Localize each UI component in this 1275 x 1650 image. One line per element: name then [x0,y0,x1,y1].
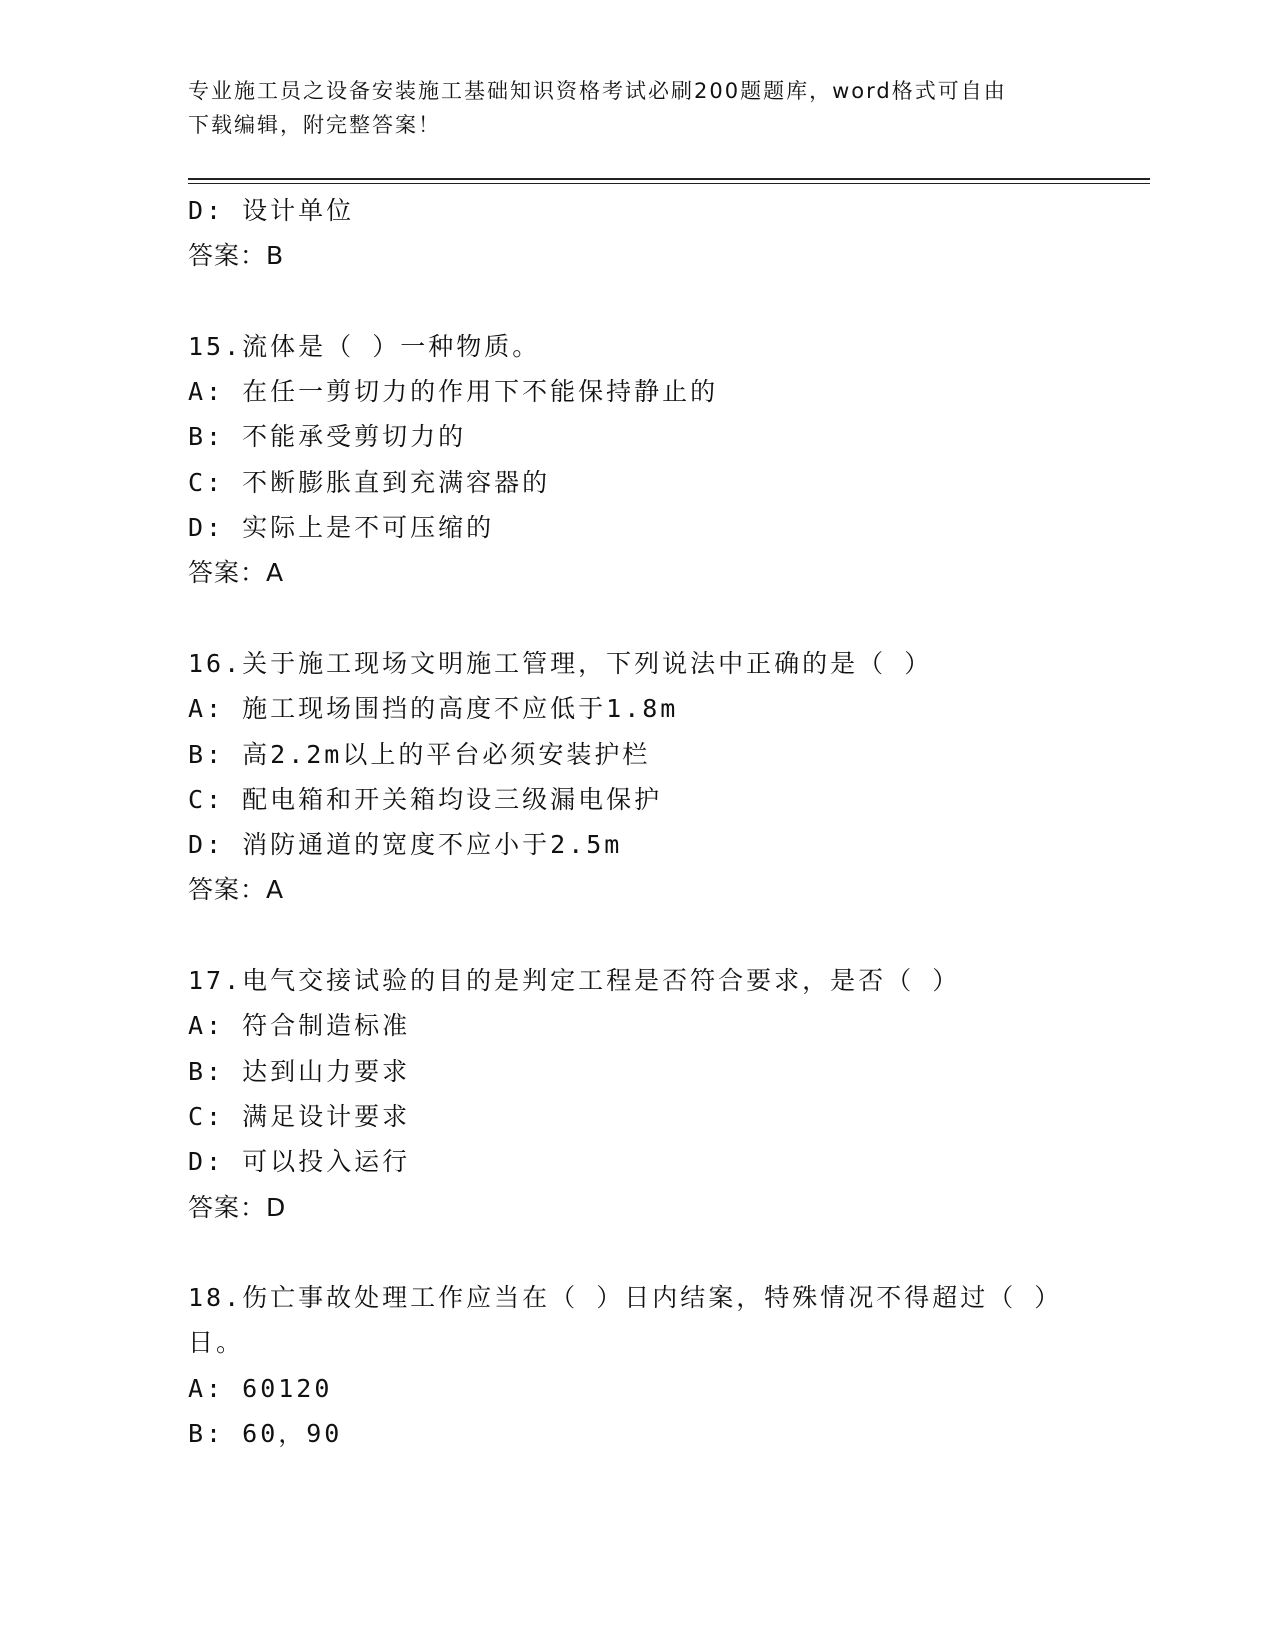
option-b: B: 不能承受剪切力的 [188,422,467,452]
answer-line: 答案：B [188,241,285,271]
header-title-line-2: 下载编辑，附完整答案！ [188,113,441,137]
question-stem: 18.伤亡事故处理工作应当在（ ）日内结案，特殊情况不得超过（ ） [188,1283,1063,1313]
answer-line: 答案：D [188,1192,287,1222]
option-b: B: 60，90 [188,1419,343,1449]
option-d: D: 可以投入运行 [188,1147,411,1177]
question-stem: 16.关于施工现场文明施工管理，下列说法中正确的是（ ） [188,648,933,678]
question-stem-continued: 日。 [188,1328,245,1358]
header-divider-thin [188,183,1150,184]
option-a: A: 在任一剪切力的作用下不能保持静止的 [188,377,719,407]
document-header [188,74,1088,142]
answer-line: 答案：A [188,875,285,905]
option-a: A: 符合制造标准 [188,1011,411,1041]
question-stem: 15.流体是（ ）一种物质。 [188,331,541,361]
question-block [188,324,1088,596]
spacer [188,279,1088,324]
option-c: C: 配电箱和开关箱均设三级漏电保护 [188,784,663,814]
question-block [188,958,1088,1230]
header-divider [188,178,1150,180]
option-a: A: 60120 [188,1373,333,1403]
header-title-line-1: 专业施工员之设备安装施工基础知识资格考试必刷200题题库，word格式可自由 [188,79,1007,103]
option-d: D: 设计单位 [188,196,355,225]
option-b: B: 高2.2m以上的平台必须安装护栏 [188,739,651,769]
option-a: A: 施工现场围挡的高度不应低于1.8m [188,694,679,724]
question-block [188,641,1088,913]
spacer [188,913,1088,958]
answer-line: 答案：A [188,558,285,588]
question-stem: 17.电气交接试验的目的是判定工程是否符合要求，是否（ ） [188,966,961,996]
option-b: B: 达到山力要求 [188,1056,411,1086]
option-c: C: 不断膨胀直到充满容器的 [188,467,551,497]
question-block [188,1275,1088,1456]
option-d: D: 实际上是不可压缩的 [188,513,495,543]
question-content [188,188,1088,1456]
spacer [188,596,1088,641]
option-d: D: 消防通道的宽度不应小于2.5m [188,830,623,860]
spacer [188,1230,1088,1275]
option-c: C: 满足设计要求 [188,1101,411,1131]
